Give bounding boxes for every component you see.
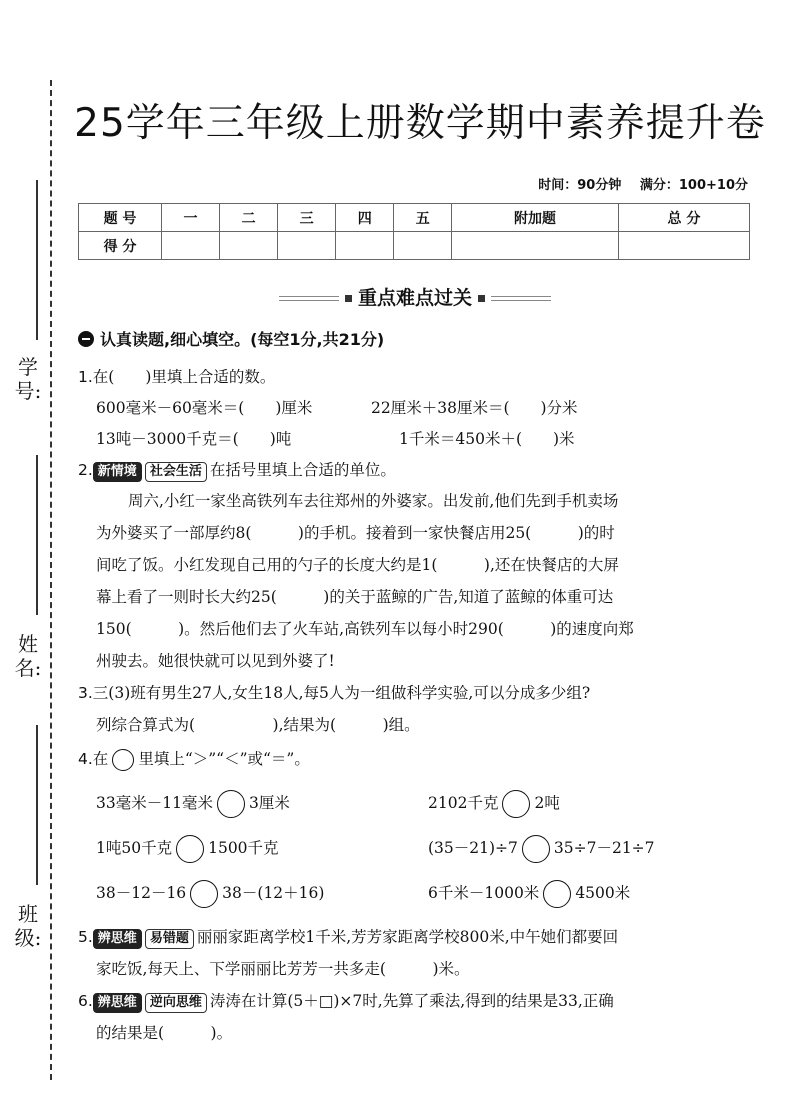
q6-line-1 [78,989,614,1013]
square-icon [478,295,485,302]
q4-left: 1吨50千克 [96,839,173,857]
score-cell[interactable] [162,232,220,260]
part-one-icon [78,331,94,347]
q4-left: 38－12－16 [96,884,187,902]
q4-left: (35－21)÷7 [428,839,518,857]
q4-right: 4500米 [575,884,631,902]
q6-number: 6. [78,992,93,1010]
q2-line-5: 150( )。然后他们去了火车站,高铁列车以每小时290( )的速度向郑 [96,620,634,638]
score-cell[interactable] [452,232,618,260]
score-header-cell: 一 [162,204,220,232]
q2-tag-social-life: 社会生活 [145,462,207,482]
q3-line-2: 列综合算式为( ),结果为( )组。 [96,716,420,734]
score-table-row [79,232,750,260]
compare-circle[interactable] [522,835,550,863]
q2-line-2: 为外婆买了一部厚约8( )的手机。接着到一家快餐店用25( )的时 [96,524,615,542]
q5-line-1 [78,925,618,949]
score-header-cell: 三 [278,204,336,232]
q6-text: 涛涛在计算(5＋□)×7时,先算了乘法,得到的结果是33,正确 [209,992,614,1010]
score-table-header [79,204,750,232]
q4-text-b: 里填上“＞”“＜”或“＝”。 [138,750,310,768]
q1-item-c: 13吨－3000千克＝( )吨 [96,430,292,448]
exam-title: 25学年三年级上册数学期中素养提升卷 [74,101,766,146]
q2-line-6: 州驶去。她很快就可以见到外婆了! [96,652,335,670]
q1-item-b: 22厘米＋38厘米＝( )分米 [371,399,578,417]
banji-line [36,725,38,885]
xuehao-line [36,180,38,340]
q5-line-2: 家吃饭,每天上、下学丽丽比芳芳一共多走( )米。 [96,960,470,978]
q5-number: 5. [78,928,93,946]
q4-number: 4. [78,750,93,768]
q6-tag-reverse-thinking: 逆向思维 [145,993,207,1013]
xingming-line [36,455,38,615]
score-cell[interactable] [618,232,749,260]
q1-item-d: 1千米＝450米＋( )米 [399,430,575,448]
q5-text: 丽丽家距离学校1千米,芳芳家距离学校800米,中午她们都要回 [196,928,619,946]
xuehao-label: 学号: [14,355,42,403]
divider [491,296,551,301]
q3-number: 3. [78,684,93,702]
compare-circle[interactable] [190,880,218,908]
q4-stem [78,747,310,771]
q4-left: 2102千克 [428,794,499,812]
binding-dashed-line [50,80,52,1080]
square-icon [345,295,352,302]
score-header-cell: 总 分 [618,204,749,232]
q4-right: 38－(12＋16) [222,884,325,902]
q4-right: 3厘米 [248,794,290,812]
q6-line-2: 的结果是( )。 [96,1024,233,1042]
exam-full-score: 满分：100+10分 [639,178,748,193]
xingming-label: 姓名: [14,632,42,680]
q5-tag-thinking: 辨思维 [93,929,142,949]
score-table [78,203,750,260]
q4-item-6 [428,880,630,908]
compare-circle[interactable] [502,790,530,818]
banji-label: 班级: [14,902,42,950]
compare-circle[interactable] [176,835,204,863]
score-cell[interactable] [278,232,336,260]
divider [279,296,339,301]
q4-item-4 [428,835,655,863]
score-header-cell: 题 号 [79,204,162,232]
q4-right: 35÷7－21÷7 [553,839,655,857]
q4-right: 2吨 [534,794,560,812]
q4-item-2 [428,790,560,818]
part-one-title: 认真读题,细心填空。(每空1分,共21分) [100,330,385,349]
q3-line-1 [78,681,590,703]
q3-text: 三(3)班有男生27人,女生18人,每5人为一组做科学实验,可以分成多少组? [92,684,591,702]
q5-tag-error-prone: 易错题 [145,929,194,949]
q2-line-4: 幕上看了一则时长大约25( )的关于蓝鲸的广告,知道了蓝鲸的体重可达 [96,588,614,606]
score-cell[interactable] [220,232,278,260]
score-cell[interactable] [336,232,394,260]
score-cell[interactable] [394,232,452,260]
q4-item-3 [96,835,279,863]
q1-text: 在( )里填上合适的数。 [92,368,276,386]
q4-text-a: 在 [92,750,109,768]
compare-circle[interactable] [543,880,571,908]
q4-left: 33毫米－11毫米 [96,794,213,812]
q6-tag-thinking: 辨思维 [93,993,142,1013]
q2-text: 在括号里填上合适的单位。 [209,461,396,479]
compare-circle[interactable] [217,790,245,818]
q2-line-1: 周六,小红一家坐高铁列车去往郑州的外婆家。出发前,他们先到手机卖场 [128,492,619,510]
q4-item-1 [96,790,290,818]
section-heading [250,283,580,310]
exam-meta [524,174,748,193]
q1-item-a: 600毫米－60毫米＝( )厘米 [96,399,313,417]
section-title: 重点难点过关 [357,287,472,309]
q2-number: 2. [78,461,93,479]
score-header-cell: 五 [394,204,452,232]
score-header-cell: 附加题 [452,204,618,232]
compare-circle-icon [112,749,134,771]
score-header-cell: 四 [336,204,394,232]
score-header-cell: 二 [220,204,278,232]
q4-right: 1500千克 [208,839,279,857]
part-one-heading [78,327,384,350]
q1-number: 1. [78,368,93,386]
q4-left: 6千米－1000米 [428,884,540,902]
score-row-label: 得 分 [79,232,162,260]
exam-time: 时间：90分钟 [538,178,622,193]
q2-tag-new-context: 新情境 [93,462,142,482]
q1-stem [78,365,275,387]
q2-line-3: 间吃了饭。小红发现自己用的勺子的长度大约是1( ),还在快餐店的大屏 [96,556,619,574]
q4-item-5 [96,880,324,908]
q2-stem [78,458,396,482]
